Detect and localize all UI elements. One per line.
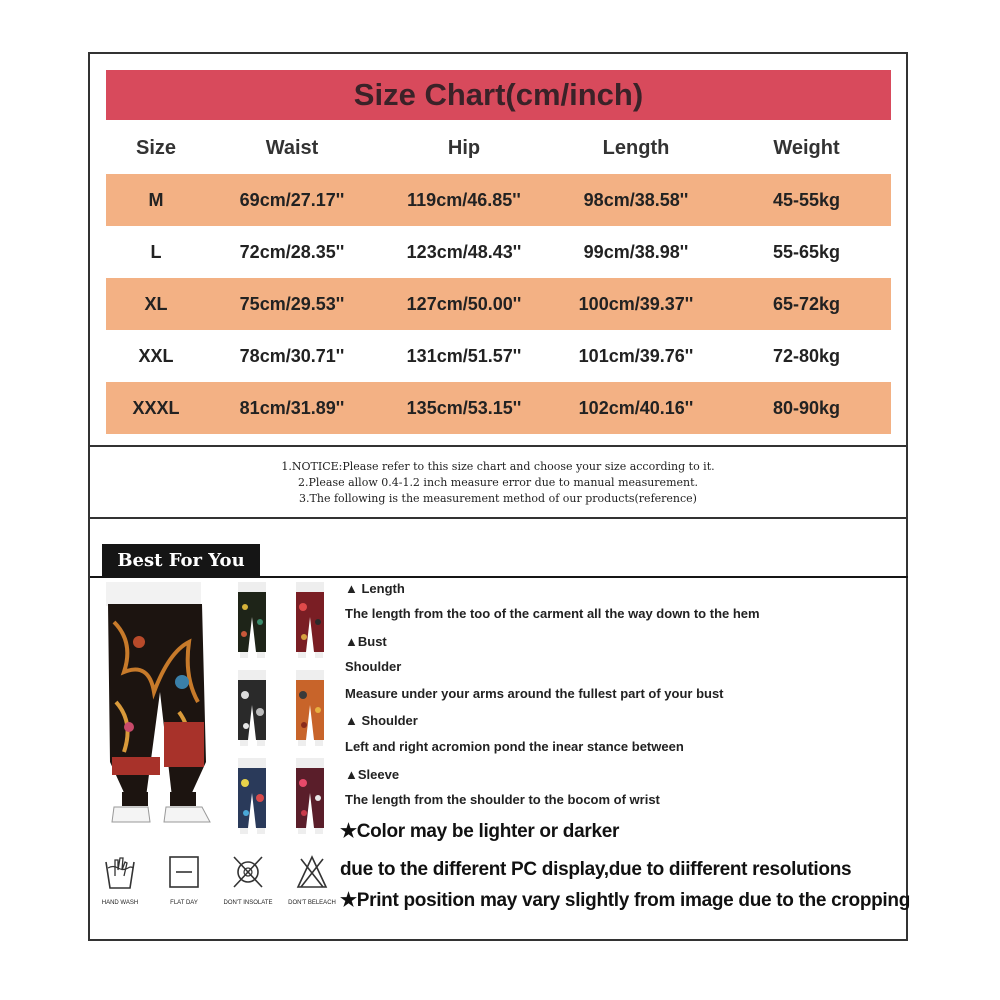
header-rule [260,576,908,578]
measure-heading-length: ▲ Length [345,581,405,596]
table-header-row [106,122,891,174]
cell-waist: 72cm/28.35'' [239,241,345,262]
do-not-bleach-icon [295,854,329,890]
size-chart-frame [88,52,911,941]
care-item-do-not-insulate [218,854,278,906]
care-item-flat-dry [154,854,214,906]
table-row [106,278,891,330]
product-thumbnail [230,758,274,836]
care-label: DON'T INSOLATE [223,900,273,906]
cell-size: L [150,241,162,262]
care-label: FLAT DAY [170,900,198,906]
measure-text: The length from the too of the carment all the way down to the hem [345,606,760,621]
cell-hip: 135cm/53.15'' [406,397,522,418]
cell-waist: 69cm/27.17'' [239,189,345,210]
cell-hip: 127cm/50.00'' [406,293,522,314]
cell-hip: 123cm/48.43'' [406,241,522,262]
care-label: DON'T BELEACH [288,900,336,906]
hand-wash-icon [103,854,137,890]
cell-hip: 119cm/46.85'' [407,189,521,210]
cell-length: 100cm/39.37'' [578,293,694,314]
cell-length: 98cm/38.58'' [583,189,689,210]
cell-size: XXL [138,345,174,366]
header-waist: Waist [265,136,319,159]
measure-heading-bust: ▲Bust [345,634,387,649]
measure-text: Measure under your arms around the fullest part of your bust [345,686,724,701]
cell-waist: 78cm/30.71'' [239,345,345,366]
cell-weight: 72-80kg [772,345,841,366]
cell-length: 102cm/40.16'' [578,397,694,418]
product-thumbnail [288,670,332,748]
cell-weight: 55-65kg [772,241,841,262]
header-rule [90,576,260,578]
product-thumbnail [230,670,274,748]
notice-line: 3.The following is the measurement method of our products(reference) [299,492,697,505]
section-divider [90,445,906,447]
cell-size: M [148,189,164,210]
cell-weight: 45-55kg [772,189,841,210]
size-chart-title: Size Chart(cm/inch) [106,70,891,120]
flat-dry-icon [167,854,201,890]
product-thumbnail [230,582,274,660]
product-main-photo [94,582,224,837]
cell-waist: 75cm/29.53'' [239,293,345,314]
section-divider [90,517,906,519]
notice-line: 2.Please allow 0.4-1.2 inch measure error due to manual measurement. [297,476,699,489]
cell-hip: 131cm/51.57'' [406,345,522,366]
cell-length: 101cm/39.76'' [578,345,694,366]
cell-length: 99cm/38.98'' [583,241,689,262]
table-row [106,382,891,434]
cell-weight: 80-90kg [772,397,841,418]
measure-heading-shoulder: ▲ Shoulder [345,713,418,728]
table-row [106,174,891,226]
cell-waist: 81cm/31.89'' [239,397,345,418]
care-item-do-not-bleach [282,854,342,906]
care-item-hand-wash [90,854,150,906]
size-table [106,122,891,434]
notice-block [90,459,906,507]
table-row [106,330,891,382]
product-thumbnail [288,582,332,660]
cell-size: XL [144,293,168,314]
measure-heading-sleeve: ▲Sleeve [345,767,400,782]
header-hip: Hip [447,136,481,159]
measure-text: The length from the shoulder to the bocom of wrist [345,792,660,807]
cell-size: XXXL [132,397,180,418]
measure-text: Shoulder [345,659,402,674]
header-weight: Weight [773,136,840,159]
measure-text: Left and right acromion pond the inear stance between [345,739,684,754]
table-row [106,226,891,278]
care-label: HAND WASH [101,900,139,906]
print-position-note: ★Print position may vary slightly from image due to the cropping [340,890,911,911]
header-size: Size [135,136,177,159]
best-for-you-label: Best For You [102,544,260,576]
display-note: due to the different PC display,due to diifferent resolutions [340,859,852,880]
do-not-insulate-icon [231,854,265,890]
cell-weight: 65-72kg [772,293,841,314]
product-thumbnail [288,758,332,836]
notice-line: 1.NOTICE:Please refer to this size chart and choose your size according to it. [281,460,715,473]
header-length: Length [602,136,670,159]
color-note: ★Color may be lighter or darker [340,821,620,842]
